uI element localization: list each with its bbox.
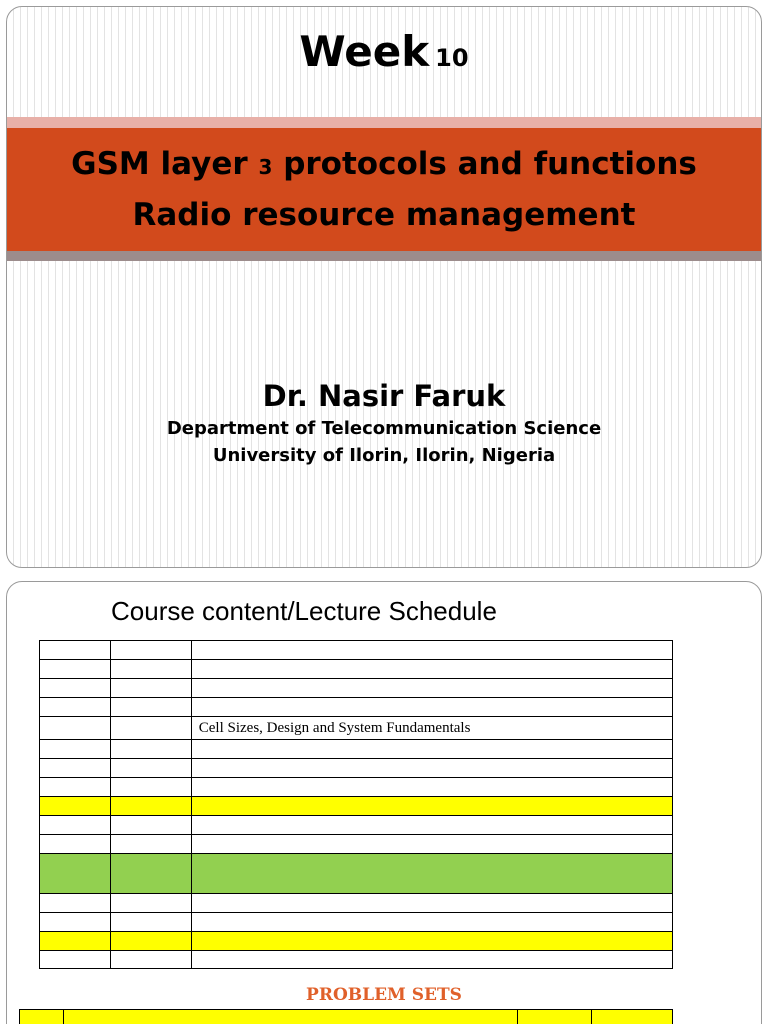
author-block [7, 377, 761, 469]
table-cell [192, 759, 673, 777]
decorative-strip-top [7, 117, 761, 128]
table-row [39, 834, 673, 853]
table-row [39, 659, 673, 678]
university: University of Ilorin, Ilorin, Nigeria [212, 445, 556, 466]
table-cell [192, 740, 673, 758]
table-row [39, 739, 673, 758]
table-cell [40, 854, 111, 893]
schedule-table [39, 640, 673, 969]
title-slide [6, 6, 762, 568]
table-cell [40, 698, 111, 716]
table-cell [111, 698, 192, 716]
table-cell [40, 835, 111, 853]
table-cell [40, 641, 111, 659]
table-cell [111, 759, 192, 777]
table-cell [192, 951, 673, 968]
table-row [39, 678, 673, 697]
table-row [39, 697, 673, 716]
table-cell [111, 894, 192, 912]
problem-sets-cell [64, 1010, 518, 1024]
title-number: 3 [258, 155, 273, 179]
table-row [39, 640, 673, 659]
table-cell [40, 951, 111, 968]
decorative-strip-bottom [7, 251, 761, 261]
table-cell [111, 740, 192, 758]
table-cell [40, 797, 111, 815]
table-cell [111, 816, 192, 834]
table-cell [111, 854, 192, 893]
table-cell [111, 835, 192, 853]
slide-title-line2: Radio resource management [132, 197, 636, 233]
table-cell [40, 679, 111, 697]
table-cell [192, 679, 673, 697]
problem-sets-table-header [19, 1009, 673, 1024]
table-cell [192, 835, 673, 853]
week-number: 10 [435, 44, 469, 72]
table-cell [40, 932, 111, 950]
table-cell [40, 660, 111, 678]
slide-title-line1 [71, 140, 697, 191]
table-cell [192, 854, 673, 893]
table-cell [111, 913, 192, 931]
table-cell [192, 894, 673, 912]
table-cell [40, 759, 111, 777]
table-cell [192, 778, 673, 796]
table-cell [192, 913, 673, 931]
table-cell [192, 641, 673, 659]
table-row [39, 716, 673, 739]
table-row [39, 796, 673, 815]
week-label: Week [299, 27, 430, 76]
title-band [7, 128, 761, 251]
table-cell [111, 641, 192, 659]
table-row [39, 931, 673, 950]
department: Department of Telecommunication Science [166, 418, 602, 439]
table-cell [111, 717, 192, 739]
table-cell [111, 679, 192, 697]
table-cell [111, 778, 192, 796]
table-cell [192, 932, 673, 950]
problem-sets-cell [518, 1010, 592, 1024]
table-row [39, 758, 673, 777]
problem-sets-title: PROBLEM SETS [306, 985, 462, 1005]
table-cell [192, 698, 673, 716]
table-cell [192, 816, 673, 834]
table-cell [192, 660, 673, 678]
schedule-slide [6, 581, 762, 1024]
title-part1: GSM layer [71, 146, 248, 182]
table-cell [111, 660, 192, 678]
table-cell [40, 894, 111, 912]
table-cell [192, 797, 673, 815]
table-cell [40, 816, 111, 834]
table-cell: Cell Sizes, Design and System Fundamentals [192, 717, 673, 739]
table-row [39, 893, 673, 912]
table-cell [111, 951, 192, 968]
problem-sets-cell [592, 1010, 672, 1024]
author-name: Dr. Nasir Faruk [262, 379, 506, 413]
table-row [39, 815, 673, 834]
table-row [39, 853, 673, 893]
table-row [39, 912, 673, 931]
table-cell [40, 913, 111, 931]
problem-sets-cell [20, 1010, 64, 1024]
table-cell [111, 797, 192, 815]
table-cell [111, 932, 192, 950]
week-heading [7, 27, 761, 76]
table-cell [40, 717, 111, 739]
schedule-title: Course content/Lecture Schedule [111, 596, 497, 626]
title-part2: protocols and functions [283, 146, 697, 182]
table-cell [40, 778, 111, 796]
table-row [39, 777, 673, 796]
table-row [39, 950, 673, 969]
table-cell [40, 740, 111, 758]
